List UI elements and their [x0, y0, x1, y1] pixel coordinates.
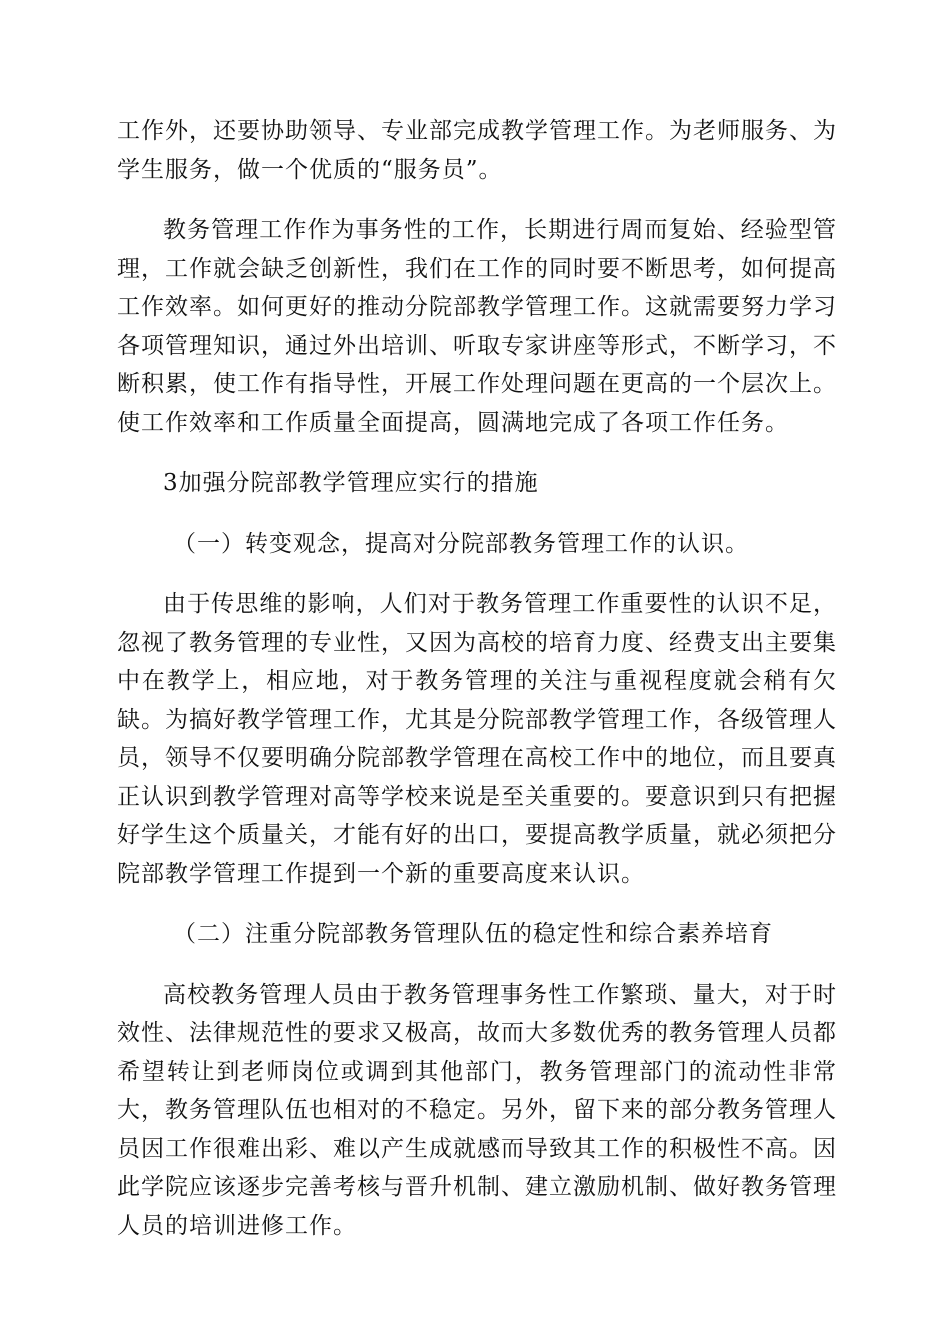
subheading-2: （二）注重分院部教务管理队伍的稳定性和综合素养培育 — [173, 921, 773, 947]
document-body — [117, 112, 837, 1267]
paragraph-awareness: 由于传思维的影响，人们对于教务管理工作重要性的认识不足，忽视了教务管理的专业性，又因为高校的培育力度、经费支出主要集中在教学上，相应地，对于教务管理的关注与重视程度就会稍有欠缺。为搞好教学管理工作，尤其是分院部教学管理工作，各级管理人员，领导不仅要明确分院部教学管理在高校工作中的地位，而且要真正认识到教学管理对高等学校来说是至关重要的。要意识到只有把握好学生这个质量关，才能有好的出口，要提高教学质量，就必须把分院部教学管理工作提到一个新的重要高度来认识。 — [117, 591, 837, 887]
paragraph-continuation: 工作外，还要协助领导、专业部完成教学管理工作。为老师服务、为学生服务，做一个优质的“服务员”。 — [117, 118, 837, 183]
paragraph-team-stability: 高校教务管理人员由于教务管理事务性工作繁琐、量大，对于时效性、法律规范性的要求又极高，故而大多数优秀的教务管理人员都希望转让到老师岗位或调到其他部门，教务管理部门的流动性非常大，教务管理队伍也相对的不稳定。另外，留下来的部分教务管理人员因工作很难出彩、难以产生成就感而导致其工作的积极性不高。因此学院应该逐步完善考核与晋升机制、建立激励机制、做好教务管理人员的培训进修工作。 — [117, 981, 837, 1239]
subheading-1: （一）转变观念，提高对分院部教务管理工作的认识。 — [173, 530, 749, 557]
section-heading-3: 3加强分院部教学管理应实行的措施 — [163, 470, 539, 496]
paragraph-efficiency: 教务管理工作作为事务性的工作，长期进行周而复始、经验型管理，工作就会缺乏创新性，我们在工作的同时要不断思考，如何提高工作效率。如何更好的推动分院部教学管理工作。这就需要努力学习各项管理知识，通过外出培训、听取专家讲座等形式，不断学习，不断积累，使工作有指导性，开展工作处理问题在更高的一个层次上。使工作效率和工作质量全面提高，圆满地完成了各项工作任务。 — [117, 217, 837, 436]
